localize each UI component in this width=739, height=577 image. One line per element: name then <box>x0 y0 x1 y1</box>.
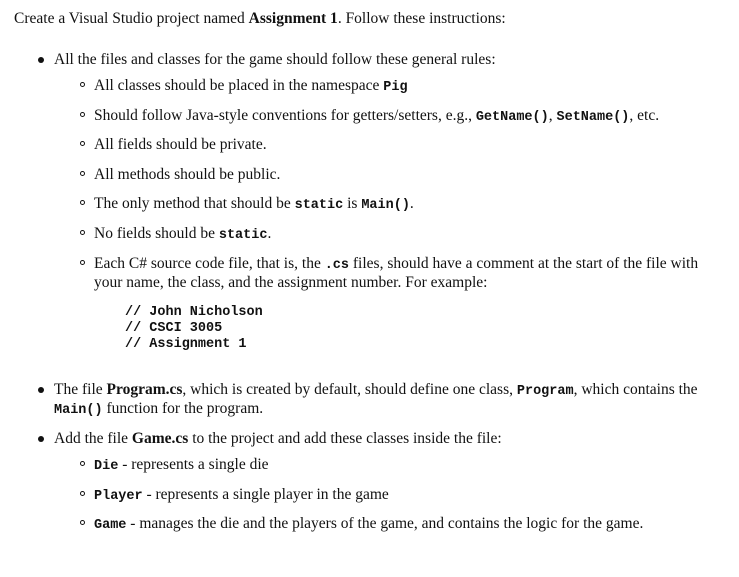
class-die-name: Die <box>94 459 119 474</box>
rule-comment-after: files, should have a comment at the start of the file with <box>349 255 699 272</box>
code-example-line-2: // CSCI 3005 <box>125 321 223 336</box>
bullet-circle-icon <box>80 520 85 525</box>
game-file-line <box>54 429 502 448</box>
static-keyword-code: static <box>218 228 268 243</box>
rule-namespace <box>94 76 408 97</box>
bullet-circle-icon <box>80 112 85 117</box>
rule-comment-before: Each C# source code file, that is, the <box>94 255 325 272</box>
bullet-disc-icon <box>38 436 44 442</box>
rule-nostatic-end: . <box>267 225 272 242</box>
program-line2 <box>54 399 263 420</box>
program-line2-text: function for the program. <box>102 400 264 417</box>
setname-code: SetName() <box>556 110 630 125</box>
bullet-circle-icon <box>80 141 85 146</box>
class-game <box>94 514 643 535</box>
program-file: Program.cs <box>106 381 183 398</box>
program-after: , which contains the <box>573 381 698 398</box>
rule-getters-setters <box>94 106 659 127</box>
rule-no-static-fields <box>94 224 271 245</box>
rule-nostatic-text: No fields should be <box>94 225 219 242</box>
class-player <box>94 485 389 506</box>
bullet-circle-icon <box>80 171 85 176</box>
rule-methods-public: All methods should be public. <box>94 166 281 183</box>
class-game-desc: - manages the die and the players of the game, and contains the logic for the game. <box>126 515 644 532</box>
game-before: Add the file <box>54 430 132 447</box>
game-file: Game.cs <box>131 430 189 447</box>
bullet-disc-icon <box>38 387 44 393</box>
main-code: Main() <box>361 198 410 213</box>
class-player-name: Player <box>94 489 143 504</box>
bullet-circle-icon <box>80 200 85 205</box>
rule-getters-text: Should follow Java-style conventions for getters/setters, e.g., <box>94 107 476 124</box>
intro-line <box>14 9 506 28</box>
rule-comment-line1 <box>94 254 698 275</box>
program-before: The file <box>54 381 107 398</box>
program-class-code: Program <box>516 384 574 399</box>
program-mid: , which is created by default, should define one class, <box>182 381 517 398</box>
bullet-circle-icon <box>80 491 85 496</box>
rule-fields-private: All fields should be private. <box>94 136 267 153</box>
code-example-line-1: // John Nicholson <box>125 305 263 320</box>
project-name: Assignment 1 <box>248 10 338 27</box>
bullet-circle-icon <box>80 461 85 466</box>
bullet-circle-icon <box>80 82 85 87</box>
bullet-disc-icon <box>38 57 44 63</box>
code-example-line-3: // Assignment 1 <box>125 337 247 352</box>
program-main-code: Main() <box>54 403 103 418</box>
rule-static-method <box>94 194 414 215</box>
rule-comment-line2: your name, the class, and the assignment number. For example: <box>94 274 488 291</box>
class-game-name: Game <box>94 518 127 533</box>
bullet-circle-icon <box>80 230 85 235</box>
program-line1 <box>54 380 698 401</box>
rule-static-text: The only method that should be <box>94 195 295 212</box>
bullet-circle-icon <box>80 260 85 265</box>
intro-after: . Follow these instructions: <box>337 10 506 27</box>
rules-heading: All the files and classes for the game should follow these general rules: <box>54 51 496 68</box>
class-die-desc: - represents a single die <box>118 456 269 473</box>
rule-getters-sep: , <box>548 107 557 124</box>
game-after: to the project and add these classes inside the file: <box>188 430 502 447</box>
namespace-code: Pig <box>383 80 408 95</box>
intro-before: Create a Visual Studio project named <box>14 10 249 27</box>
class-die <box>94 455 269 476</box>
cs-extension-code: .cs <box>324 258 350 273</box>
rule-namespace-text: All classes should be placed in the namespace <box>94 77 384 94</box>
rule-static-mid: is <box>343 195 362 212</box>
rule-static-end: . <box>409 195 414 212</box>
getname-code: GetName() <box>475 110 549 125</box>
class-player-desc: - represents a single player in the game <box>142 486 389 503</box>
rule-getters-end: , etc. <box>629 107 660 124</box>
static-code: static <box>294 198 344 213</box>
